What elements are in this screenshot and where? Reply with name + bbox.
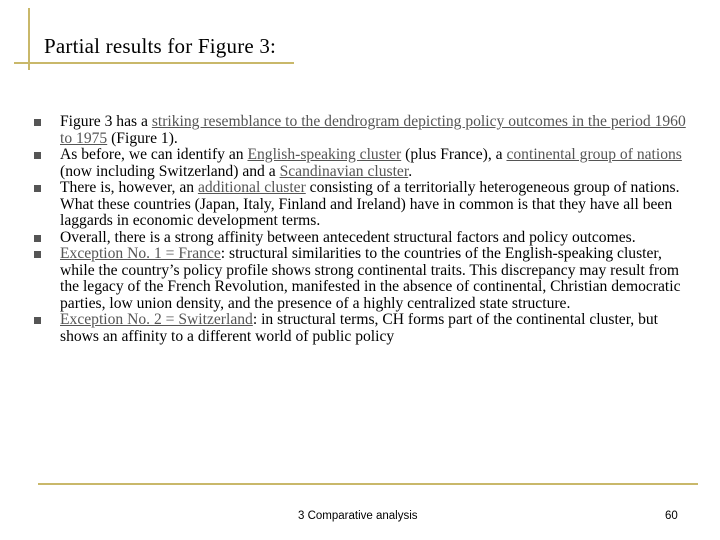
text-run: (Figure 1). (107, 129, 178, 147)
square-bullet-icon (34, 251, 41, 258)
text-run: (plus France), a (401, 146, 507, 163)
title-accent-horizontal-line (14, 62, 294, 64)
square-bullet-icon (34, 317, 41, 324)
bullet-text (60, 311, 658, 345)
underlined-term: English-speaking cluster (247, 146, 402, 163)
bullet-item (34, 180, 694, 230)
square-bullet-icon (34, 185, 41, 192)
text-run: As before, we can identify an (60, 146, 248, 163)
bullet-text (60, 179, 680, 229)
footer-text: 3 Comparative analysis (298, 510, 418, 522)
bullet-item (34, 230, 694, 247)
text-run: . (408, 162, 413, 180)
bullet-text (60, 229, 636, 246)
text-run: : structural similarities to the countries of the English-speaking cluster, while the country’s policy profile shows strong continental traits. This discrepancy may result from the legacy of the French Revolution, manifested in the absence of continental, Christian democratic parties, low union density, and the presence of a highly centralized state structure. (60, 245, 681, 312)
text-run: Figure 3 has a (60, 113, 152, 130)
footer-divider (38, 483, 698, 485)
text-run: consisting of a territorially heterogeneous group of nations. What these countries (Japan, Italy, Finland and Ireland) have in common is that they have all been laggards in economic development terms. (60, 179, 680, 229)
slide-title: Partial results for Figure 3: (44, 34, 277, 58)
text-run: There is, however, an (60, 179, 198, 196)
bullet-item (34, 246, 694, 312)
square-bullet-icon (34, 119, 41, 126)
text-run: : in structural terms, CH forms part of the continental cluster, but shows an affinity to a different world of public policy (60, 311, 658, 345)
bullet-item (34, 147, 694, 180)
square-bullet-icon (34, 235, 41, 242)
bullet-text (60, 245, 681, 312)
title-accent-vertical-line (28, 8, 30, 70)
text-run: (now including Switzerland) and a (60, 162, 280, 180)
underlined-term: striking resemblance to the dendrogram depicting policy outcomes in the period 1960 to 1975 (60, 113, 686, 147)
underlined-term: Scandinavian cluster (279, 162, 409, 180)
bullet-item (34, 312, 694, 345)
underlined-term: Exception No. 1 = France (60, 245, 221, 262)
bullet-text (60, 146, 682, 180)
bullet-list (34, 114, 694, 345)
underlined-term: Exception No. 2 = Switzerland (60, 311, 253, 328)
underlined-term: continental group of nations (506, 146, 682, 163)
underlined-term: additional cluster (197, 179, 306, 196)
bullet-item (34, 114, 694, 147)
bullet-text (60, 113, 686, 147)
square-bullet-icon (34, 152, 41, 159)
text-run: Overall, there is a strong affinity between antecedent structural factors and policy outcomes. (60, 228, 636, 246)
page-number: 60 (665, 510, 678, 522)
